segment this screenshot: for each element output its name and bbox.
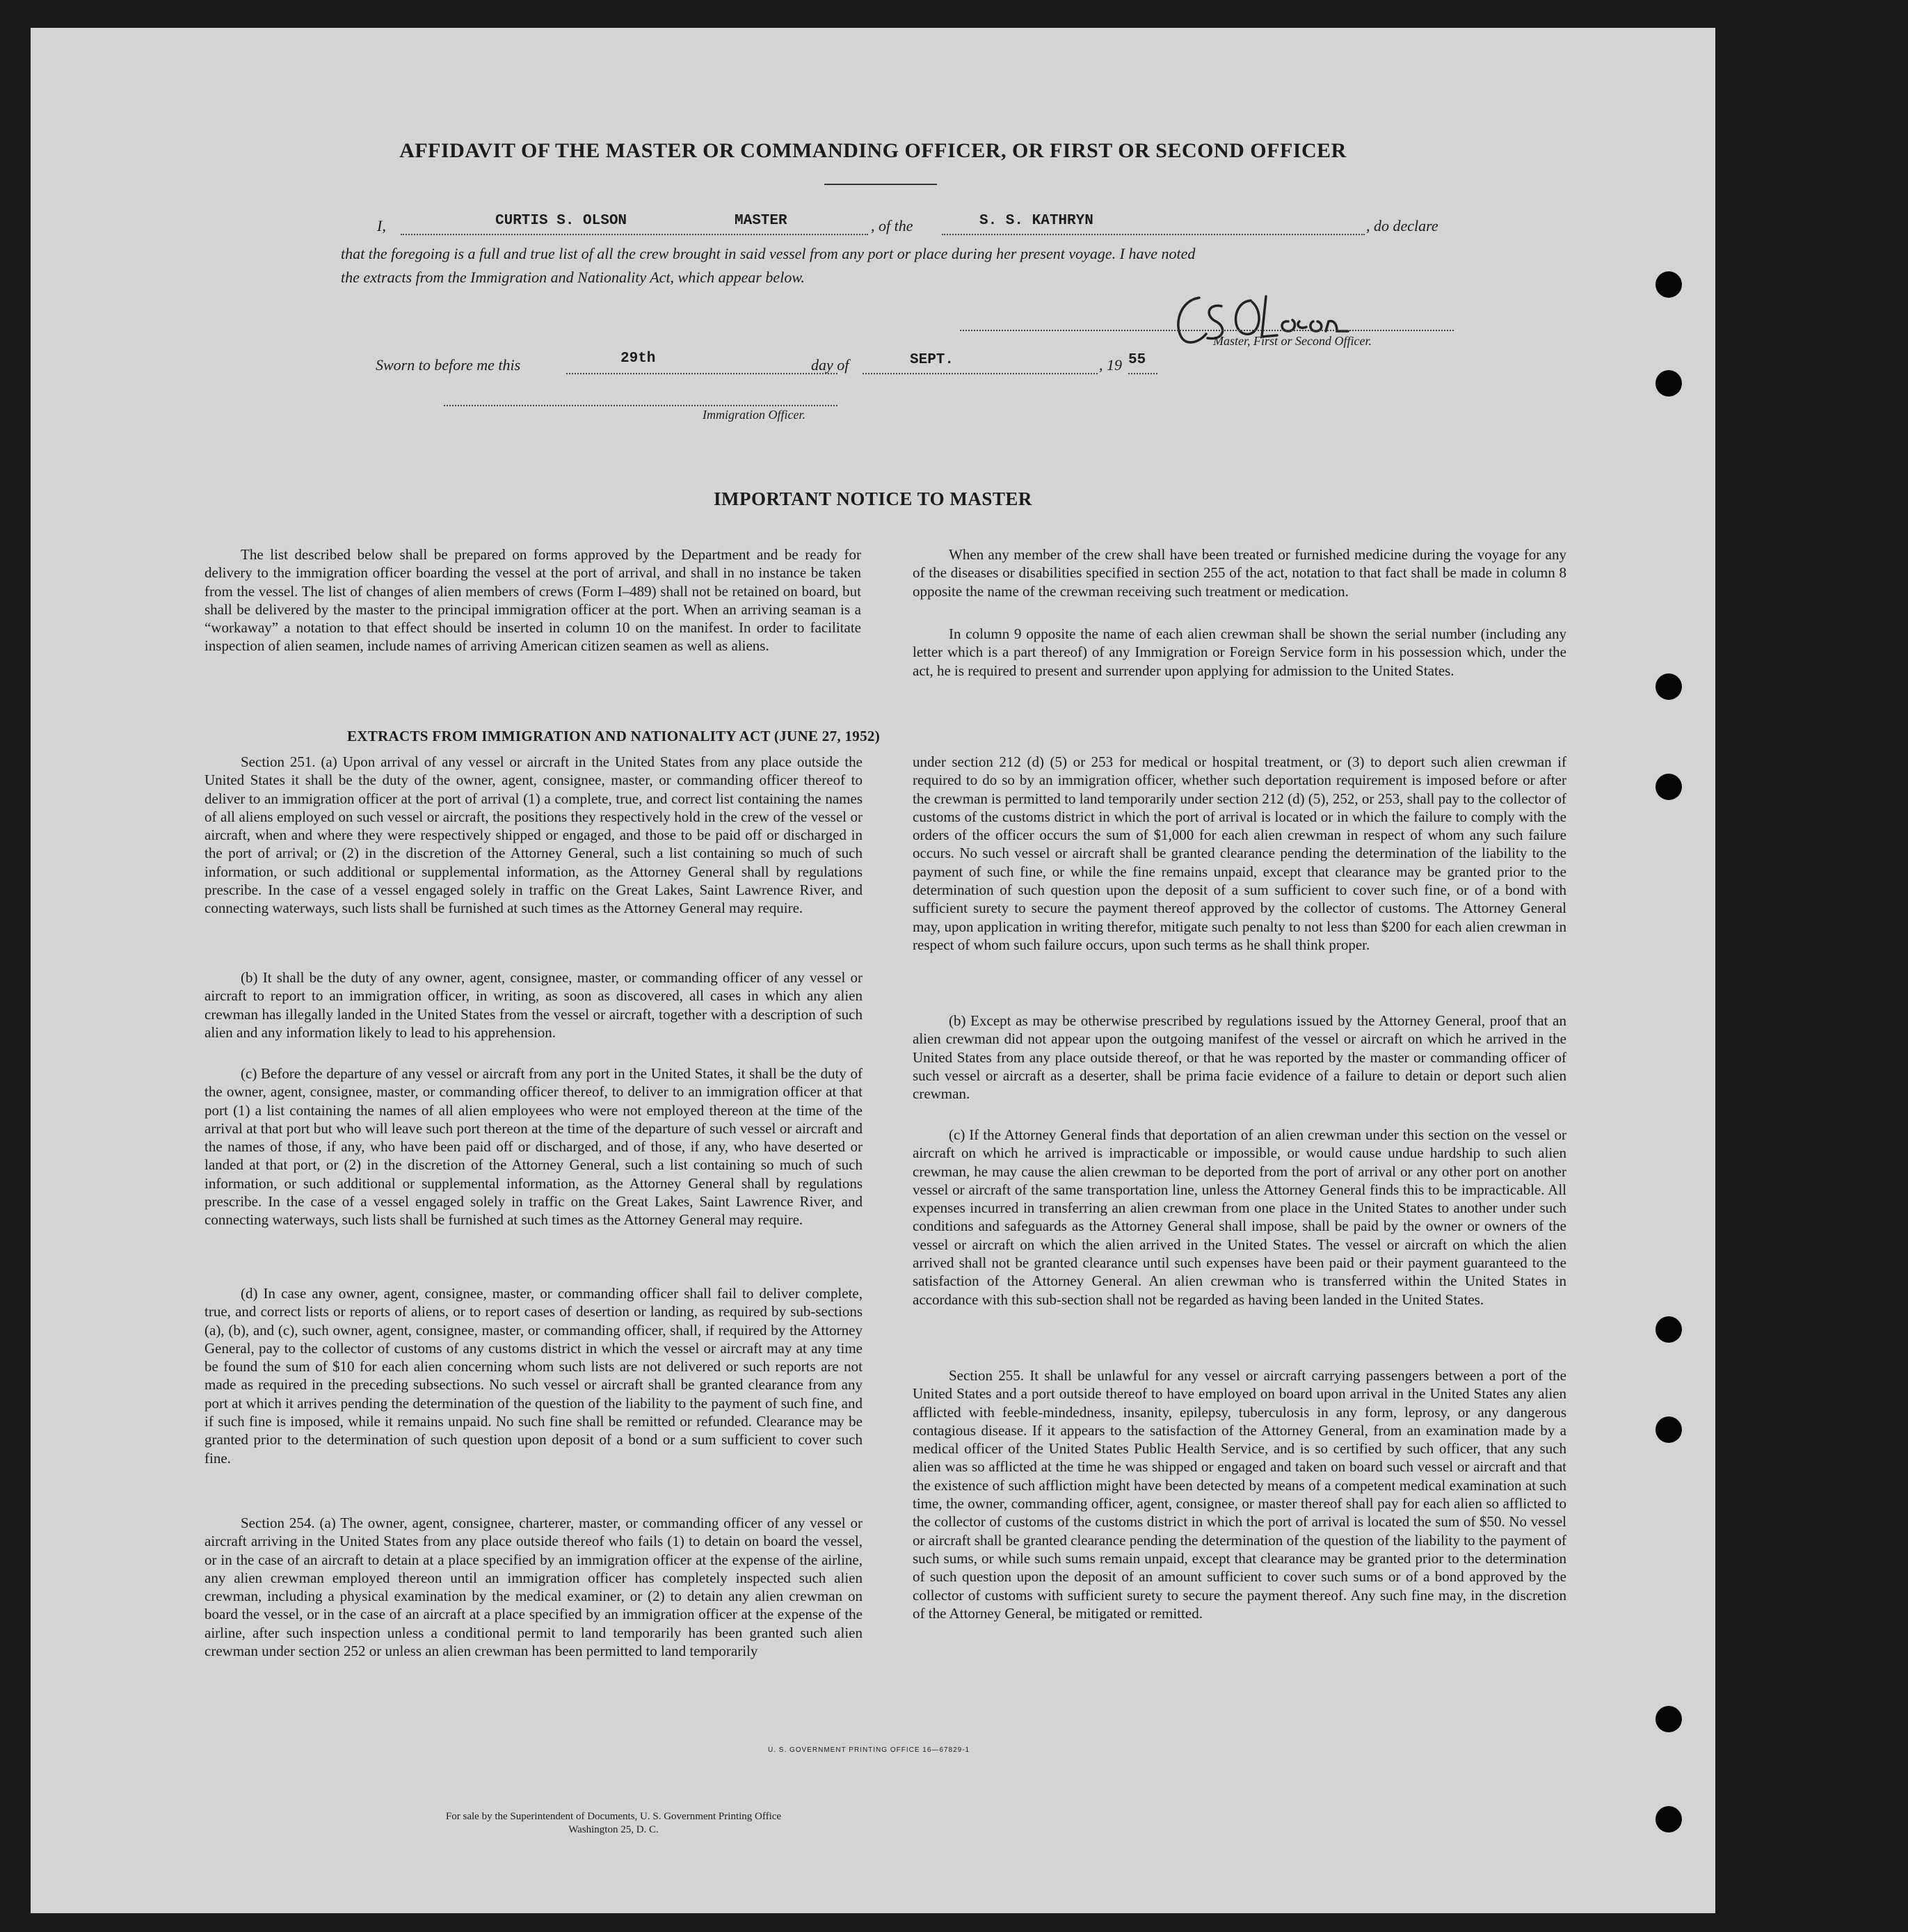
month-blank [863,373,1098,374]
punch-hole [1656,370,1682,397]
sale-line: For sale by the Superintendent of Documents, U. S. Government Printing Office [445,1811,782,1822]
title-divider [824,184,937,185]
punch-hole [1656,673,1682,700]
day-of-label: day of [811,356,849,374]
extract-paragraph: (b) It shall be the duty of any owner, agent, consignee, master, or commanding officer of any vessel or aircraft to report to an immigration officer, in writing, as soon as discovered, all cases in which any alien crewman has illegally landed in the United States from the vessel or aircraft, together with a description of such alien and any information likely to lead to his apprehension. [205,969,863,1041]
master-signature [1176,285,1356,369]
signature-lettering: CSOlson [1176,285,1178,286]
year-fill: 55 [1128,352,1146,368]
officer-signature-blank [444,405,837,406]
punch-hole [1656,1706,1682,1732]
sale-line: Washington 25, D. C. [568,1824,659,1835]
sworn-label: Sworn to before me this [376,356,521,374]
notice-right-paragraph: When any member of the crew shall have been treated or furnished medicine during the voyage for any of the diseases or disabilities specified in section 255 of the act, notation to that fact shall be made in column 8 opposite the name of the crewman receiving such treatment or medication. [913,546,1566,600]
vessel-blank [942,234,1365,235]
declaration-text: that the foregoing is a full and true list of all the crew brought in said vessel from any port or place during her present voyage. I have noted [341,245,1196,262]
extract-paragraph: Section 255. It shall be unlawful for any vessel or aircraft carrying passengers between a port of the United States and a port outside thereof to have employed on board upon arrival in the United States any alien afflicted with feeble-mindedness, insanity, epilepsy, tuberculosis in any form, leprosy, or any dangerous contagious disease. If it appears to the satisfaction of the Attorney General, from an examination made by a medical officer of the United States Public Health Service, and is so certified by such officer, that any such alien was so afflicted at the time he was shipped or engaged and taken on board such vessel or aircraft and that the existence of such affliction might have been detected by means of a competent medical examination at such time, the owner, commanding officer, agent, consignee, or master thereof shall pay for each alien so afflicted to the collector of customs of the customs district in which the port of arrival is located the sum of $50. No vessel or aircraft shall be granted clearance pending the determination of the question of the liability to the payment of such sums, or while such sums remain unpaid, except that clearance may be granted prior to the determination of such question upon the deposit of an amount sufficient to cover such sums or of a bond approved by the collector of customs with sufficient surety to secure the payment thereof. Any such fine may, in the discretion of the Attorney General, be mitigated or remitted. [913,1367,1566,1622]
punch-hole [1656,774,1682,800]
month-fill: SEPT. [910,352,954,368]
punch-hole [1656,1316,1682,1343]
extract-paragraph: Section 254. (a) The owner, agent, consignee, charterer, master, or commanding officer of any vessel or aircraft arriving in the United States from any place outside thereof who fails (1) to detain on board the vessel, or in the case of an aircraft to detain at a place specified by an immigration officer at the expense of the airline, any alien crewman employed thereon until an immigration officer has completely inspected such alien crewman, including a physical examination by the medical examiner, or (2) to detain any alien crewman on board the vessel, or in the case of an aircraft at a place specified by an immigration officer at the expense of the airline, after such inspection unless a conditional permit to land temporarily has been granted such alien crewman under section 252 or unless an alien crewman has been permitted to land temporarily [205,1515,863,1660]
extract-paragraph: (c) If the Attorney General finds that deportation of an alien crewman under this section on the vessel or aircraft on which he arrived is impracticable or impossible, or would cause undue hardship to such alien crewman, he may cause the alien crewman to be deported from the port of arrival or any other port on another vessel or aircraft of the same transportation line, unless the Attorney General finds this to be impracticable. All expenses incurred in transferring an alien crewman from one place in the United States to another under such conditions and safeguards as the Attorney General shall impose, shall be paid by the owner or owners of the vessel or aircraft on which the alien arrived in the United States. The vessel or aircraft on which the alien arrived shall not be granted clearance until such expenses have been paid or their payment guaranteed to the satisfaction of the Attorney General. An alien crewman who is transferred within the United States in accordance with this sub-section shall not be regarded as having been landed in the United States. [913,1126,1566,1308]
printer-imprint: U. S. GOVERNMENT PRINTING OFFICE 16—67829-1 [768,1746,970,1754]
form-page [31,28,1715,1913]
affidavit-title: AFFIDAVIT OF THE MASTER OR COMMANDING OFFICER, OR FIRST OR SECOND OFFICER [399,139,1347,162]
notice-right-paragraph: In column 9 opposite the name of each alien crewman shall be shown the serial number (including any letter which is a part thereof) of any Immigration or Foreign Service form in his possession which, under the act, he is required to present and surrender upon applying for admission to the United States. [913,625,1566,679]
year-blank [1128,373,1157,374]
name-blank [401,234,868,235]
punch-hole [1656,1806,1682,1833]
extracts-title: EXTRACTS FROM IMMIGRATION AND NATIONALITY ACT (JUNE 27, 1952) [347,728,880,744]
extract-paragraph: (c) Before the departure of any vessel or aircraft from any port in the United States, it shall be the duty of the owner, agent, consignee, master, or commanding officer thereof, to deliver to an immigration officer at that port (1) a list containing the names of all alien employees who were not employed thereon at the time of the arrival at that port but who will leave such port thereon at the time of the departure of such vessel or aircraft and the names of those, if any, who have been paid off or discharged, and of those, if any, who have deserted or landed at that port, or (2) in the discretion of the Attorney General, such a list containing so much of such information, or such additional or supplemental information, as the Attorney General shall by regulations prescribe. In the case of a vessel engaged solely in traffic on the Great Lakes, Saint Lawrence River, and connecting waterways, such lists shall be furnished at such times as the Attorney General may require. [205,1065,863,1229]
punch-hole [1656,1416,1682,1443]
day-blank [566,373,837,374]
extract-paragraph: under section 212 (d) (5) or 253 for medical or hospital treatment, or (3) to deport such alien crewman if required to do so by an immigration officer, whether such deportation requirement is imposed before or after the crewman is permitted to land temporarily under section 212 (d) (5), 252, or 253, shall pay to the collector of customs of the customs district in which the port of arrival is located or in which the failure to comply with the orders of the officer occurs the sum of $1,000 for each alien crewman in respect of whom any such failure occurs. No such vessel or aircraft shall be granted clearance pending the determination of the liability to the payment of such fine, or while the fine remains unpaid, except that clearance may be granted prior to the determination of such question upon the deposit of a sum sufficient to cover such fine, or of a bond with sufficient surety to secure the payment thereof approved by the collector of customs. The Attorney General may, upon application in writing therefor, mitigate such penalty to not less than $200 for each alien crewman in respect of whom such failure occurs, upon such terms as he shall think proper. [913,753,1566,953]
rank-fill: MASTER [735,213,787,229]
signature-caption: Master, First or Second Officer. [1213,334,1372,348]
signature-blank [960,330,1454,331]
year-prefix: , 19 [1099,356,1122,374]
notice-left-paragraph: The list described below shall be prepared on forms approved by the Department and be ready for delivery to the immigration officer boarding the vessel at the port of arrival, and shall in no instance be taken from the vessel. The list of changes of alien members of crews (Form I–489) shall not be retained on board, but shall be delivered by the master to the principal immigration officer at the port. When an arriving seaman is a “workaway” a notation to that effect should be inserted in column 10 on the manifest. In order to facilitate inspection of alien seamen, include names of arriving American citizen seamen as well as aliens. [205,546,861,655]
day-fill: 29th [620,351,656,367]
punch-hole [1656,271,1682,298]
notice-title: IMPORTANT NOTICE TO MASTER [714,488,1032,509]
i-label: I, [377,217,386,234]
extract-paragraph: (d) In case any owner, agent, consignee, master, or commanding officer shall fail to deliver complete, true, and correct lists or reports of aliens, or to report cases of desertion or landing, as required by sub-sections (a), (b), and (c), such owner, agent, consignee, master, or commanding officer, shall, if required by the Attorney General, pay to the collector of customs of any customs district in which the vessel or aircraft may at any time be found the sum of $10 for each alien concerning whom such lists are not delivered or such reports are not made as required in the preceding subsections. No such vessel or aircraft shall be granted clearance from any port at which it arrives pending the determination of the question of the liability to the payment of such fine, and if such fine is imposed, while it remains unpaid. No such fine shall be remitted or refunded. Clearance may be granted prior to the determination of such question upon deposit of a bond or a sum sufficient to cover such fine. [205,1285,863,1467]
do-declare-label: , do declare [1366,217,1438,234]
master-name-fill: CURTIS S. OLSON [495,213,627,229]
officer-caption: Immigration Officer. [703,408,805,422]
declaration-text: the extracts from the Immigration and Nationality Act, which appear below. [341,269,805,286]
extract-paragraph: Section 251. (a) Upon arrival of any vessel or aircraft in the United States from any place outside the United States it shall be the duty of the owner, agent, consignee, master, or commanding officer thereof to deliver to an immigration officer at the port of arrival (1) a complete, true, and correct list containing the names of all aliens employed on such vessel or aircraft, the positions they respectively hold in the crew of the vessel or aircraft, when and where they were respectively shipped or engaged, and those to be paid off or discharged in the port of arrival; or (2) in the discretion of the Attorney General, such a list containing so much of such information, or such additional or supplemental information, as the Attorney General shall by regulations prescribe. In the case of a vessel engaged solely in traffic on the Great Lakes, Saint Lawrence River, and connecting waterways, such lists shall be furnished at such times as the Attorney General may require. [205,753,863,917]
of-the-label: , of the [871,217,913,234]
vessel-name-fill: S. S. KATHRYN [979,213,1093,229]
sale-notice [31,1810,1196,1837]
extract-paragraph: (b) Except as may be otherwise prescribed by regulations issued by the Attorney General, proof that an alien crewman did not appear upon the outgoing manifest of the vessel or aircraft on which he arrived in the United States from any place outside thereof, or that he was reported by the master or commanding officer of such vessel or aircraft as a deserter, shall be prima facie evidence of a failure to detain or deport such alien crewman. [913,1012,1566,1103]
